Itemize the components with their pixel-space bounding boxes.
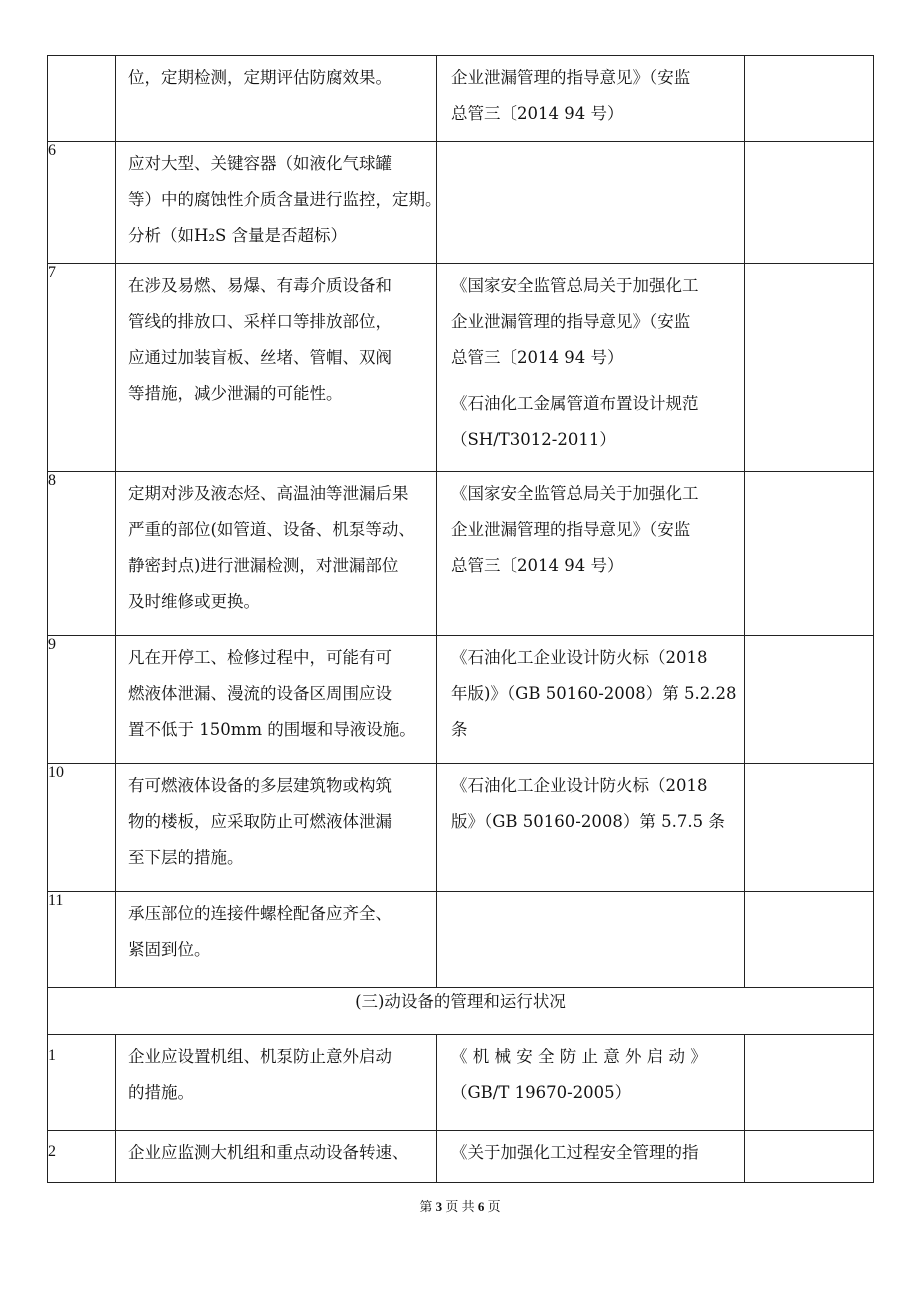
row-number: 6: [48, 142, 116, 264]
basis-line: 《关于加强化工过程安全管理的指: [451, 1143, 699, 1162]
basis-line: 条: [451, 720, 468, 739]
table-row: [48, 1035, 874, 1131]
requirement-line: 物的楼板，应采取防止可燃液体泄漏: [128, 812, 392, 831]
requirement-line: 应通过加装盲板、丝堵、管帽、双阀: [128, 348, 392, 367]
footer-page-number: 3: [435, 1199, 443, 1214]
requirement-cell: [116, 764, 437, 892]
table-row: [48, 472, 874, 636]
row-number: 8: [48, 472, 116, 636]
requirement-text: [116, 142, 442, 258]
basis-line: 《石油化工金属管道布置设计规范: [451, 394, 699, 413]
basis-cell: [437, 764, 745, 892]
row-number: [48, 56, 116, 142]
section-title: (三)动设备的管理和运行状况: [48, 988, 874, 1035]
table-row: [48, 264, 874, 472]
footer-prefix: 第: [419, 1199, 433, 1214]
basis-text: [437, 264, 744, 462]
result-cell: [745, 1131, 874, 1183]
requirement-line: 等措施，减少泄漏的可能性。: [128, 384, 343, 403]
requirement-line: 严重的部位(如管道、设备、机泵等动、: [128, 520, 415, 539]
basis-cell: [437, 1131, 745, 1183]
requirement-cell: [116, 1035, 437, 1131]
basis-text: [437, 636, 744, 752]
row-number: 11: [48, 892, 116, 988]
result-cell: [745, 472, 874, 636]
page-footer: [0, 1196, 920, 1215]
requirement-line: 定期对涉及液态烃、高温油等泄漏后果: [128, 484, 409, 503]
requirement-cell: [116, 1131, 437, 1183]
basis-line: 企业泄漏管理的指导意见》（安监: [451, 520, 691, 539]
requirement-text: [116, 1035, 436, 1115]
basis-text: [437, 1131, 744, 1175]
requirement-line: 有可燃液体设备的多层建筑物或构筑: [128, 776, 392, 795]
requirement-line: 燃液体泄漏、漫流的设备区周围应设: [128, 684, 392, 703]
result-cell: [745, 636, 874, 764]
table-section-row: [48, 988, 874, 1035]
requirement-line: 企业应监测大机组和重点动设备转速、: [128, 1143, 409, 1162]
paragraph-gap: [451, 376, 736, 386]
row-number: 9: [48, 636, 116, 764]
requirement-line: 及时维修或更换。: [128, 592, 260, 611]
requirement-line: 的措施。: [128, 1083, 194, 1102]
basis-cell: [437, 892, 745, 988]
requirement-line: 至下层的措施。: [128, 848, 244, 867]
requirement-line: 位，定期检测，定期评估防腐效果。: [128, 68, 392, 87]
basis-text: [437, 892, 744, 900]
basis-line: 《国家安全监管总局关于加强化工: [451, 276, 699, 295]
table-body-rotating-equipment: [48, 1035, 874, 1183]
basis-line: 《石油化工企业设计防火标（2018: [451, 776, 708, 795]
row-number: 7: [48, 264, 116, 472]
requirement-cell: [116, 472, 437, 636]
basis-line: 企业泄漏管理的指导意见》（安监: [451, 312, 691, 331]
requirement-text: [116, 636, 436, 752]
result-cell: [745, 264, 874, 472]
requirement-text: [116, 56, 436, 100]
table-row: [48, 636, 874, 764]
footer-suffix: 页: [487, 1199, 501, 1214]
requirement-line: 凡在开停工、检修过程中，可能有可: [128, 648, 392, 667]
requirement-text: [116, 472, 436, 624]
basis-cell: [437, 264, 745, 472]
section-row: [48, 988, 874, 1035]
requirement-line: 在涉及易燃、易爆、有毒介质设备和: [128, 276, 392, 295]
basis-cell: [437, 1035, 745, 1131]
table-row: [48, 764, 874, 892]
table-row: [48, 1131, 874, 1183]
requirement-cell: [116, 142, 442, 264]
basis-text: [437, 56, 744, 136]
result-cell: [745, 892, 874, 988]
basis-cell: [437, 636, 745, 764]
requirement-line: 静密封点)进行泄漏检测，对泄漏部位: [128, 556, 399, 575]
requirement-text: [116, 264, 436, 416]
checklist-table: [47, 55, 874, 1183]
basis-line: 年版)》（GB 50160-2008）第 5.2.28: [451, 684, 737, 703]
row-number: 10: [48, 764, 116, 892]
basis-text: [437, 1035, 744, 1115]
basis-line: 总管三〔2014 94 号）: [451, 556, 624, 575]
table-row: [48, 142, 874, 264]
footer-total-pages: 6: [477, 1199, 485, 1214]
basis-line: 企业泄漏管理的指导意见》（安监: [451, 68, 691, 87]
requirement-text: [116, 764, 436, 880]
requirement-line: 置不低于 150mm 的围堰和导液设施。: [128, 720, 416, 739]
row-number: 2: [48, 1131, 116, 1183]
result-cell: [745, 764, 874, 892]
requirement-line: 承压部位的连接件螺栓配备应齐全、: [128, 904, 392, 923]
basis-line: 《石油化工企业设计防火标（2018: [451, 648, 708, 667]
table-body-leak: [48, 56, 874, 988]
requirement-line: 企业应设置机组、机泵防止意外启动: [128, 1047, 392, 1066]
requirement-text: [116, 892, 436, 972]
basis-line: 《国家安全监管总局关于加强化工: [451, 484, 699, 503]
basis-cell: [437, 142, 745, 264]
result-cell: [745, 142, 874, 264]
basis-line: （SH/T3012-2011）: [451, 430, 616, 449]
requirement-line: 分析（如H₂S 含量是否超标）: [128, 226, 348, 245]
footer-middle: 页 共: [445, 1199, 475, 1214]
basis-line: 版》（GB 50160-2008）第 5.7.5 条: [451, 812, 725, 831]
basis-line: 总管三〔2014 94 号）: [451, 348, 624, 367]
basis-cell: [437, 56, 745, 142]
requirement-line: 应对大型、关键容器（如液化气球罐: [128, 154, 392, 173]
basis-cell: [437, 472, 745, 636]
requirement-line: 等）中的腐蚀性介质含量进行监控，定期。: [128, 190, 442, 209]
basis-text: [437, 764, 744, 844]
basis-line: 《 机 械 安 全 防 止 意 外 启 动 》: [451, 1047, 707, 1066]
result-cell: [745, 1035, 874, 1131]
table-row: [48, 892, 874, 988]
requirement-cell: [116, 636, 437, 764]
requirement-cell: [116, 892, 437, 988]
result-cell: [745, 56, 874, 142]
requirement-cell: [116, 56, 437, 142]
row-number: 1: [48, 1035, 116, 1131]
requirement-line: 紧固到位。: [128, 940, 211, 959]
requirement-text: [116, 1131, 436, 1175]
requirement-cell: [116, 264, 437, 472]
requirement-line: 管线的排放口、采样口等排放部位，: [128, 312, 392, 331]
basis-line: （GB/T 19670-2005）: [451, 1083, 632, 1102]
basis-text: [437, 142, 744, 150]
basis-text: [437, 472, 744, 588]
table-row: [48, 56, 874, 142]
basis-line: 总管三〔2014 94 号）: [451, 104, 624, 123]
